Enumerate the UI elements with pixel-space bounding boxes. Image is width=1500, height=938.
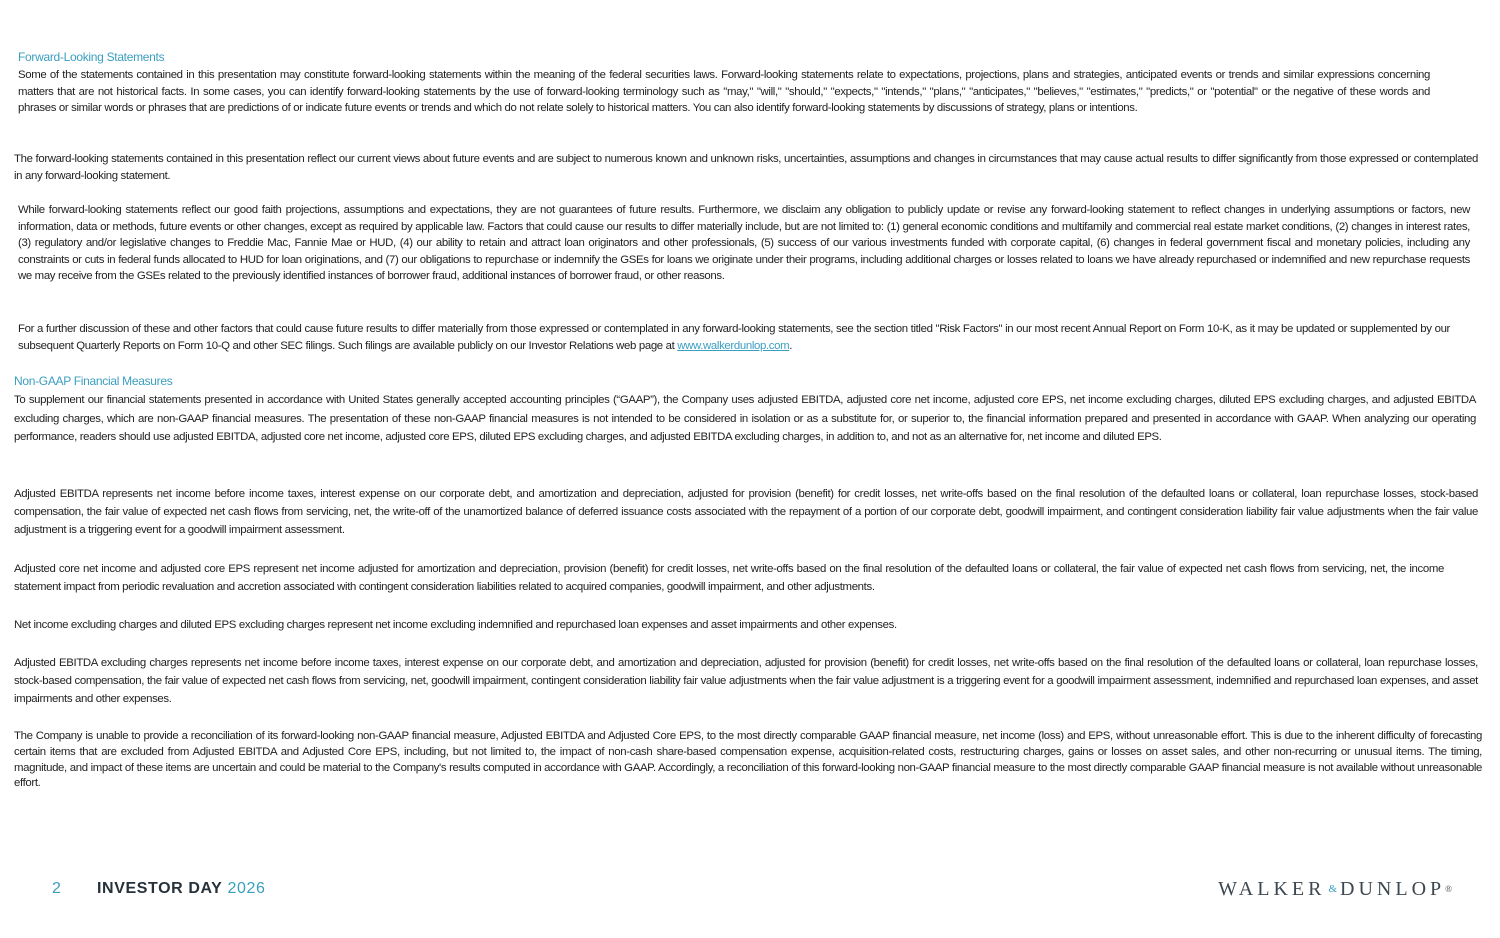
walker-dunlop-logo bbox=[1218, 876, 1452, 902]
fls-paragraph-4-text: For a further discussion of these and other factors that could cause future results to differ materially from those expressed or contemplated in any forward-looking statements, see the section titled "Risk Factors" in our most recent Annual Report on Form 10-K, as it may be updated or supplemented by our subsequent Quarterly Reports on Form 10-Q and other SEC filings. Such filings are available publicly on our Investor Relations web page at bbox=[18, 323, 1450, 352]
investor-relations-link[interactable]: www.walkerdunlop.com bbox=[677, 339, 790, 352]
nongaap-paragraph-5: Adjusted EBITDA excluding charges represents net income before income taxes, interest expense on our corporate debt, and amortization and depreciation, adjusted for provision (benefit) for credit losses, net write-offs based on the final resolution of the defaulted loans or collateral, loan repurchase losses, stock-based compensation, the fair value of expected net cash flows from servicing, net, goodwill impairment, contingent consideration liability fair value adjustments when the fair value adjustment is a triggering event for a goodwill impairment assessment, indemnified and repurchased loan expenses, and asset impairments and other expenses. bbox=[14, 657, 1478, 706]
nongaap-heading: Non-GAAP Financial Measures bbox=[14, 374, 173, 388]
brand-right: DUNLOP bbox=[1340, 877, 1446, 900]
brand-registered-mark: ® bbox=[1445, 884, 1452, 894]
event-title-text: INVESTOR DAY bbox=[97, 880, 223, 897]
event-year: 2026 bbox=[227, 880, 266, 897]
fls-heading: Forward-Looking Statements bbox=[18, 50, 165, 64]
nongaap-paragraph-3: Adjusted core net income and adjusted core EPS represent net income adjusted for amortization and depreciation, provision (benefit) for credit losses, net write-offs based on the final resolution of the defaulted loans or collateral, the fair value of expected net cash flows from servicing, net, the income statement impact from periodic revaluation and accretion associated with contingent consideration liabilities related to acquired companies, goodwill impairment, and other adjustments. bbox=[14, 563, 1444, 594]
nongaap-paragraph-1: To supplement our financial statements presented in accordance with United States generally accepted accounting principles (“GAAP”), the Company uses adjusted EBITDA, adjusted core net income, adjusted core EPS, net income excluding charges, diluted EPS excluding charges, and adjusted EBITDA excluding charges, which are non-GAAP financial measures. The presentation of these non-GAAP financial measures is not intended to be considered in isolation or as a substitute for, or superior to, the financial information prepared and presented in accordance with GAAP. When analyzing our operating performance, readers should use adjusted EBITDA, adjusted core net income, adjusted core EPS, diluted EPS excluding charges, and adjusted EBITDA excluding charges, in addition to, and not as an alternative for, net income and diluted EPS. bbox=[14, 394, 1476, 444]
nongaap-paragraph-2: Adjusted EBITDA represents net income before income taxes, interest expense on our corporate debt, and amortization and depreciation, adjusted for provision (benefit) for credit losses, net write-offs based on the final resolution of the defaulted loans or collateral, loan repurchase losses, stock-based compensation, the fair value of expected net cash flows from servicing, net, the write-off of the unamortized balance of deferred issuance costs associated with the repayment of a portion of our corporate debt, goodwill impairment, and contingent consideration liability fair value adjustments when the fair value adjustment is a triggering event for a goodwill impairment assessment. bbox=[14, 488, 1478, 537]
brand-ampersand: & bbox=[1328, 883, 1338, 895]
fls-paragraph-4-period: . bbox=[789, 339, 793, 352]
nongaap-paragraph-4: Net income excluding charges and diluted EPS excluding charges represent net income excluding indemnified and repurchased loan expenses and asset impairments and other expenses. bbox=[14, 619, 897, 631]
fls-paragraph-3: While forward-looking statements reflect our good faith projections, assumptions and expectations, they are not guarantees of future results. Furthermore, we disclaim any obligation to publicly update or revise any forward-looking statement to reflect changes in underlying assumptions or factors, new information, data or methods, future events or other changes, except as required by applicable law. Factors that could cause our results to differ materially include, but are not limited to: (1) general economic conditions and multifamily and commercial real estate market conditions, (2) changes in interest rates, (3) regulatory and/or legislative changes to Freddie Mac, Fannie Mae or HUD, (4) our ability to retain and attract loan originators and other professionals, (5) success of our various investments funded with corporate capital, (6) changes in federal government fiscal and monetary policies, including any constraints or cuts in federal funds allocated to HUD for loan originations, and (7) our obligations to repurchase or indemnify the GSEs for loans we originate under their programs, including additional charges or losses related to loans we have already repurchased or indemnified and new repurchase requests we may receive from the GSEs related to the previously identified instances of borrower fraud, additional instances of borrower fraud, or other reasons. bbox=[18, 204, 1470, 283]
fls-paragraph-2: The forward-looking statements contained in this presentation reflect our current views about future events and are subject to numerous known and unknown risks, uncertainties, assumptions and changes in circumstances that may cause actual results to differ significantly from those expressed or contemplated in any forward-looking statement. bbox=[14, 153, 1478, 182]
nongaap-paragraph-6: The Company is unable to provide a reconciliation of its forward-looking non-GAAP financial measure, Adjusted EBITDA and Adjusted Core EPS, to the most directly comparable GAAP financial measure, net income (loss) and EPS, without unreasonable effort. This is due to the inherent difficulty of forecasting certain items that are excluded from Adjusted EBITDA and Adjusted Core EPS, including, but not limited to, the impact of non-cash share-based compensation expense, acquisition-related costs, restructuring charges, gains or losses on asset sales, and other non-recurring or unusual items. The timing, magnitude, and impact of these items are uncertain and could be material to the Company's results computed in accordance with GAAP. Accordingly, a reconciliation of this forward-looking non-GAAP financial measure to the most directly comparable GAAP financial measure is not available without unreasonable effort. bbox=[14, 730, 1482, 790]
fls-paragraph-1: Some of the statements contained in this presentation may constitute forward-looking statements within the meaning of the federal securities laws. Forward-looking statements relate to expectations, projections, plans and strategies, anticipated events or trends and similar expressions concerning matters that are not historical facts. In some cases, you can identify forward-looking statements by the use of forward-looking terminology such as "may," "will," "should," "expects," "intends," "plans," "anticipates," "believes," "estimates," "predicts," or "potential" or the negative of these words and phrases or similar words or phrases that are predictions of or indicate future events or trends and which do not relate solely to historical matters. You can also identify forward-looking statements by discussions of strategy, plans or intentions. bbox=[18, 69, 1430, 115]
event-title bbox=[97, 876, 265, 902]
brand-left: WALKER bbox=[1218, 877, 1326, 900]
fls-paragraph-4 bbox=[18, 321, 1450, 354]
page-number: 2 bbox=[52, 880, 61, 897]
